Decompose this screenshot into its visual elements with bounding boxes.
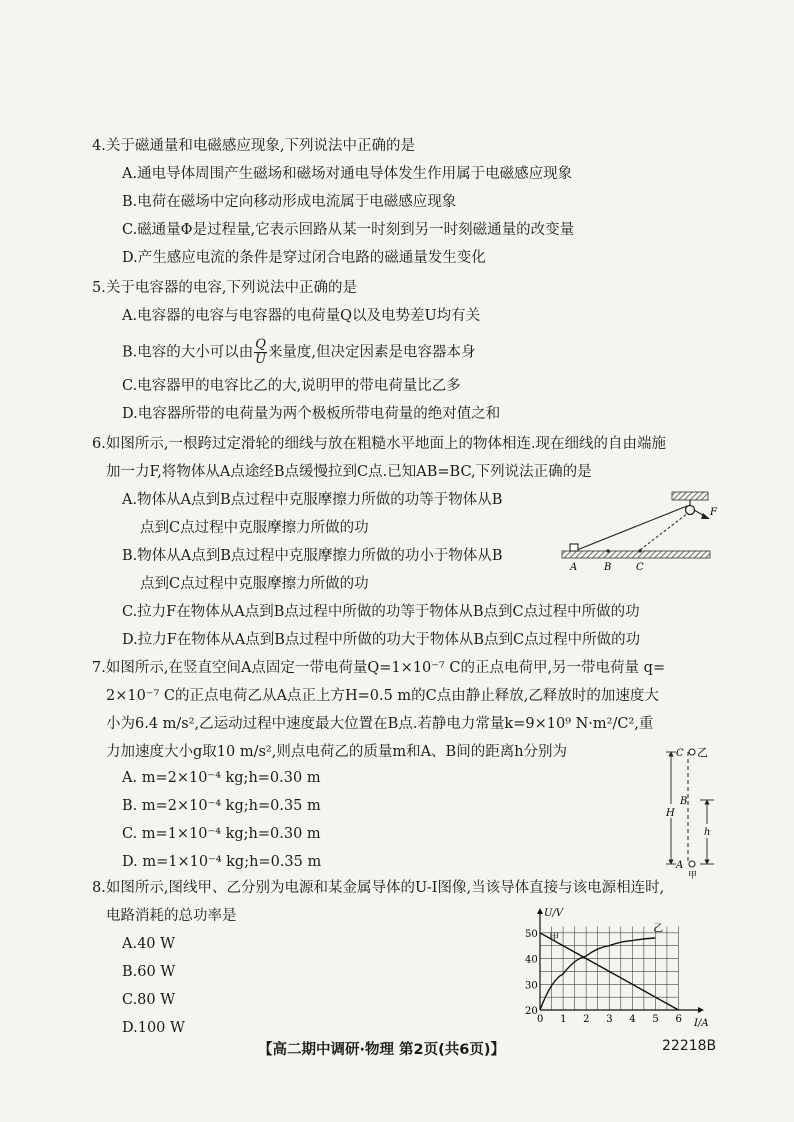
- q4-stem: 4.关于磁通量和电磁感应现象,下列说法中正确的是: [92, 138, 415, 154]
- bleed-through-text: [600, 134, 604, 149]
- q8-line2: 电路消耗的总功率是: [106, 908, 237, 924]
- charge-jia-label: 甲: [688, 871, 698, 881]
- y-tick-label: 20: [525, 1006, 538, 1017]
- fraction-denominator: U: [255, 352, 267, 367]
- q8-line1: 8.如图所示,图线甲、乙分别为电源和某金属导体的U-I图像,当该导体直接与该电源相连时,: [92, 880, 665, 896]
- q6-stem-line1: 6.如图所示,一根跨过定滑轮的细线与放在粗糙水平地面上的物体相连.现在细线的自由端施: [92, 436, 667, 452]
- charge-yi-label: 乙: [697, 746, 708, 759]
- y-tick-label: 30: [525, 980, 538, 992]
- x-axis-label: I/A: [694, 1018, 709, 1029]
- x-axis-arrow-icon: [698, 1007, 704, 1013]
- point-b-label: B: [680, 796, 688, 807]
- q6-option-d: D.拉力F在物体从A点到B点过程中所做的功大于物体从B点到C点过程中所做的功: [122, 632, 641, 648]
- q5-option-c: C.电容器甲的电容比乙的大,说明甲的带电荷量比乙多: [122, 378, 461, 394]
- q7-charge-figure: [660, 742, 730, 881]
- chart-labels: [525, 908, 709, 1029]
- force-arrow-icon: [701, 513, 710, 519]
- y-tick-label: 40: [525, 954, 538, 966]
- series-label-yi: 乙: [653, 923, 664, 935]
- q5-stem: 5.关于电容器的电容,下列说法中正确的是: [92, 280, 357, 296]
- q7-line4: 力加速度大小g取10 m/s²,则点电荷乙的质量m和A、B间的距离h分别为: [106, 744, 568, 760]
- q7-option-b: B. m=2×10⁻⁴ kg;h=0.35 m: [122, 798, 321, 814]
- x-tick-label: 3: [606, 1014, 613, 1025]
- q8-option-d: D.100 W: [122, 1020, 185, 1036]
- h-big-label: H: [666, 808, 675, 819]
- chart-grid: [540, 926, 678, 1010]
- pulley-icon: [686, 506, 695, 515]
- q7-option-d: D. m=1×10⁻⁴ kg;h=0.35 m: [122, 854, 322, 870]
- q6-option-c: C.拉力F在物体从A点到B点过程中所做的功等于物体从B点到C点过程中所做的功: [122, 604, 640, 620]
- q4-option-a: A.通电导体周围产生磁场和磁场对通电导体发生作用属于电磁感应现象: [122, 166, 573, 182]
- point-b-label: B: [604, 562, 612, 573]
- point-b-dot: [606, 549, 609, 552]
- q5-option-b: [122, 338, 476, 367]
- q7-option-a: A. m=2×10⁻⁴ kg;h=0.30 m: [122, 770, 321, 786]
- q8-option-b: B.60 W: [122, 964, 176, 980]
- ground: [562, 551, 710, 558]
- fraction-numerator: Q: [255, 337, 266, 352]
- q5-option-b-pre: B.电容的大小可以由: [122, 344, 254, 361]
- point-a-label: A: [570, 562, 578, 573]
- q6-pulley-figure: [560, 488, 720, 578]
- rope-dashed-c: [640, 513, 688, 550]
- x-tick-label: 4: [629, 1014, 636, 1025]
- q6-option-a-line2: 点到C点过程中克服摩擦力所做的功: [140, 520, 369, 536]
- charge-jia-icon: [689, 861, 695, 867]
- y-axis-label: U/V: [544, 908, 564, 919]
- q4-option-c: C.磁通量Φ是过程量,它表示回路从某一时刻到另一时刻磁通量的改变量: [122, 222, 575, 238]
- ceiling: [672, 492, 708, 500]
- charge-yi-icon: [689, 749, 695, 755]
- q5-option-a: A.电容器的电容与电容器的电荷量Q以及电势差U均有关: [122, 308, 481, 324]
- y-axis-arrow-icon: [537, 908, 543, 914]
- force-label: F: [710, 507, 717, 518]
- x-tick-label: 2: [583, 1014, 590, 1025]
- page-footer: 【高二期中调研·物理 第2页(共6页)】: [258, 1042, 505, 1058]
- x-tick-label: 6: [675, 1014, 682, 1025]
- y-tick-label: 50: [525, 928, 538, 940]
- x-tick-label: 1: [560, 1014, 567, 1025]
- q4-option-b: B.电荷在磁场中定向移动形成电流属于电磁感应现象: [122, 194, 457, 210]
- x-tick-label: 0: [537, 1014, 544, 1025]
- q6-option-a-line1: A.物体从A点到B点过程中克服摩擦力所做的功等于物体从B: [122, 492, 503, 508]
- point-a-label: A: [676, 860, 684, 871]
- q6-option-b-line1: B.物体从A点到B点过程中克服摩擦力所做的功小于物体从B: [122, 548, 503, 564]
- q6-stem-line2: 加一力F,将物体从A点途经B点缓慢拉到C点.已知AB=BC,下列说法正确的是: [106, 464, 592, 480]
- q8-option-a: A.40 W: [122, 936, 176, 952]
- h-small-label: h: [704, 827, 711, 838]
- q8-ui-chart: [518, 906, 718, 1030]
- q5-option-b-post: 来量度,但决定因素是电容器本身: [267, 344, 476, 361]
- q7-line2: 2×10⁻⁷ C的正点电荷乙从A点正上方H=0.5 m的C点由静止释放,乙释放时的加速度大: [106, 688, 659, 704]
- q6-option-b-line2: 点到C点过程中克服摩擦力所做的功: [140, 576, 369, 592]
- q4-option-d: D.产生感应电流的条件是穿过闭合电路的磁通量发生变化: [122, 250, 486, 266]
- q7-option-c: C. m=1×10⁻⁴ kg;h=0.30 m: [122, 826, 321, 842]
- point-c-label: C: [636, 562, 644, 573]
- object-block: [570, 544, 578, 551]
- q7-line3: 小为6.4 m/s²,乙运动过程中速度最大位置在B点.若静电力常量k=9×10⁹ N·m²/C²,重: [106, 716, 654, 732]
- point-c-label: C: [676, 748, 684, 759]
- paper-code: 22218B: [662, 1038, 717, 1054]
- rope-to-object: [577, 506, 687, 550]
- series-label-jia: 甲: [549, 932, 560, 944]
- q-over-u-fraction: [254, 338, 267, 367]
- x-tick-label: 5: [652, 1014, 659, 1025]
- q7-line1: 7.如图所示,在竖直空间A点固定一带电荷量Q=1×10⁻⁷ C的正点电荷甲,另一带电荷量 q=: [92, 660, 666, 676]
- q5-option-d: D.电容器所带的电荷量为两个极板所带电荷量的绝对值之和: [122, 406, 501, 422]
- point-c-dot: [638, 549, 641, 552]
- q8-option-c: C.80 W: [122, 992, 176, 1008]
